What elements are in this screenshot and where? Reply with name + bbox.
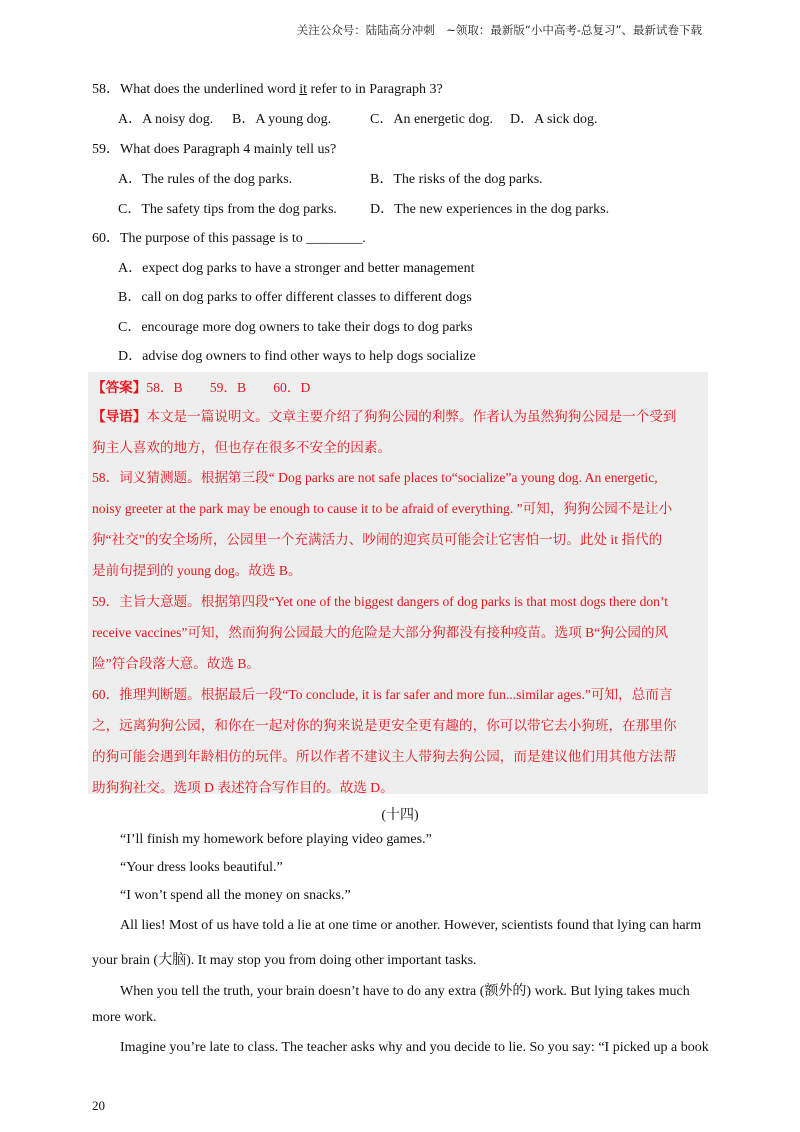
question-58 — [92, 78, 443, 98]
page-number: 20 — [92, 1098, 105, 1113]
q60-option-d: D．advise dog owners to find other ways to help dogs socialize — [118, 349, 476, 364]
q59-option-b: B．The risks of the dog parks. — [370, 172, 543, 187]
q58-text-after: refer to in Paragraph 3? — [307, 82, 443, 97]
q59-option-d: D．The new experiences in the dog parks. — [370, 202, 610, 217]
q58-option-c: C．An energetic dog. — [370, 112, 493, 127]
explanation-line: 之，远离狗狗公园，和你在一起对你的狗来说是更安全更有趣的，你可以带它去小狗班，在那里你 — [92, 718, 677, 733]
answer-label: 【答案】 — [92, 380, 147, 395]
q60-option-b: B．call on dog parks to offer different classes to different dogs — [118, 290, 472, 305]
passage-line: All lies! Most of us have told a lie at one time or another. However, scientists found that lying can harm — [120, 918, 702, 933]
passage-line: more work. — [92, 1010, 157, 1025]
guide-line — [92, 405, 677, 425]
explanation-line: 是前句提到的 young dog。故选 B。 — [92, 563, 302, 578]
question-60: 60．The purpose of this passage is to ________. — [92, 231, 366, 246]
question-59: 59．What does Paragraph 4 mainly tell us? — [92, 142, 337, 157]
guide-label: 【导语】 — [92, 409, 147, 424]
q60-option-c: C．encourage more dog owners to take their dogs to dog parks — [118, 320, 473, 335]
explanation-line: 58．词义猜测题。根据第三段“ Dog parks are not safe places to“socialize”a young dog. An energetic, — [92, 470, 658, 485]
q58-text-before: 58．What does the underlined word — [92, 82, 300, 97]
passage-line: When you tell the truth, your brain doesn’t have to do any extra (额外的) work. But lying takes much — [120, 984, 690, 999]
passage-line: “I’ll finish my homework before playing video games.” — [120, 832, 432, 847]
explanation-line: 60．推理判断题。根据最后一段“To conclude, it is far safer and more fun...similar ages.”可知，总而言 — [92, 687, 673, 702]
explanation-line: 狗“社交”的安全场所，公园里一个充满活力、吵闹的迎宾员可能会让它害怕一切。此处 it 指代的 — [92, 532, 663, 547]
explanation-line: noisy greeter at the park may be enough to cause it to be afraid of everything. ”可知，狗狗公园不是让小 — [92, 501, 673, 516]
passage-line: “Your dress looks beautiful.” — [120, 860, 283, 875]
q59-option-a: A．The rules of the dog parks. — [118, 172, 293, 187]
answer-line — [92, 376, 310, 396]
q58-option-d: D．A sick dog. — [510, 112, 598, 127]
explanation-line: receive vaccines”可知，然而狗狗公园最大的危险是大部分狗都没有接种疫苗。选项 B“狗公园的风 — [92, 625, 669, 640]
explanation-line: 险”符合段落大意。故选 B。 — [92, 656, 261, 671]
passage-line: Imagine you’re late to class. The teacher asks why and you decide to lie. So you say: “I picked up a book — [120, 1040, 709, 1055]
explanation-line: 本文是一篇说明文。文章主要介绍了狗狗公园的利弊。作者认为虽然狗狗公园是一个受到 — [146, 409, 677, 424]
q59-option-c: C．The safety tips from the dog parks. — [118, 202, 337, 217]
page-header: 关注公众号：陆陆高分冲刺 ~领取：最新版“小中高考-总复习”、最新试卷下载 — [296, 23, 702, 37]
q60-option-a: A．expect dog parks to have a stronger and better management — [118, 261, 475, 276]
explanation-line: 狗主人喜欢的地方，但也存在很多不安全的因素。 — [92, 440, 392, 455]
q58-option-b: B．A young dog. — [232, 112, 332, 127]
underlined-word: it — [299, 82, 308, 97]
answer-values: 58．B 59．B 60．D — [146, 380, 311, 395]
explanation-line: 助狗狗社交。选项 D 表述符合写作目的。故选 D。 — [92, 780, 394, 795]
explanation-line: 59．主旨大意题。根据第四段“Yet one of the biggest dangers of dog parks is that most dogs there don’t — [92, 594, 669, 609]
q58-option-a: A．A noisy dog. — [118, 112, 214, 127]
section-title: (十四) — [381, 808, 419, 823]
explanation-line: 的狗可能会遇到年龄相仿的玩伴。所以作者不建议主人带狗去狗公园，而是建议他们用其他方法帮 — [92, 749, 677, 764]
passage-line: “I won’t spend all the money on snacks.” — [120, 888, 351, 903]
passage-line: your brain (大脑). It may stop you from doing other important tasks. — [92, 953, 477, 968]
